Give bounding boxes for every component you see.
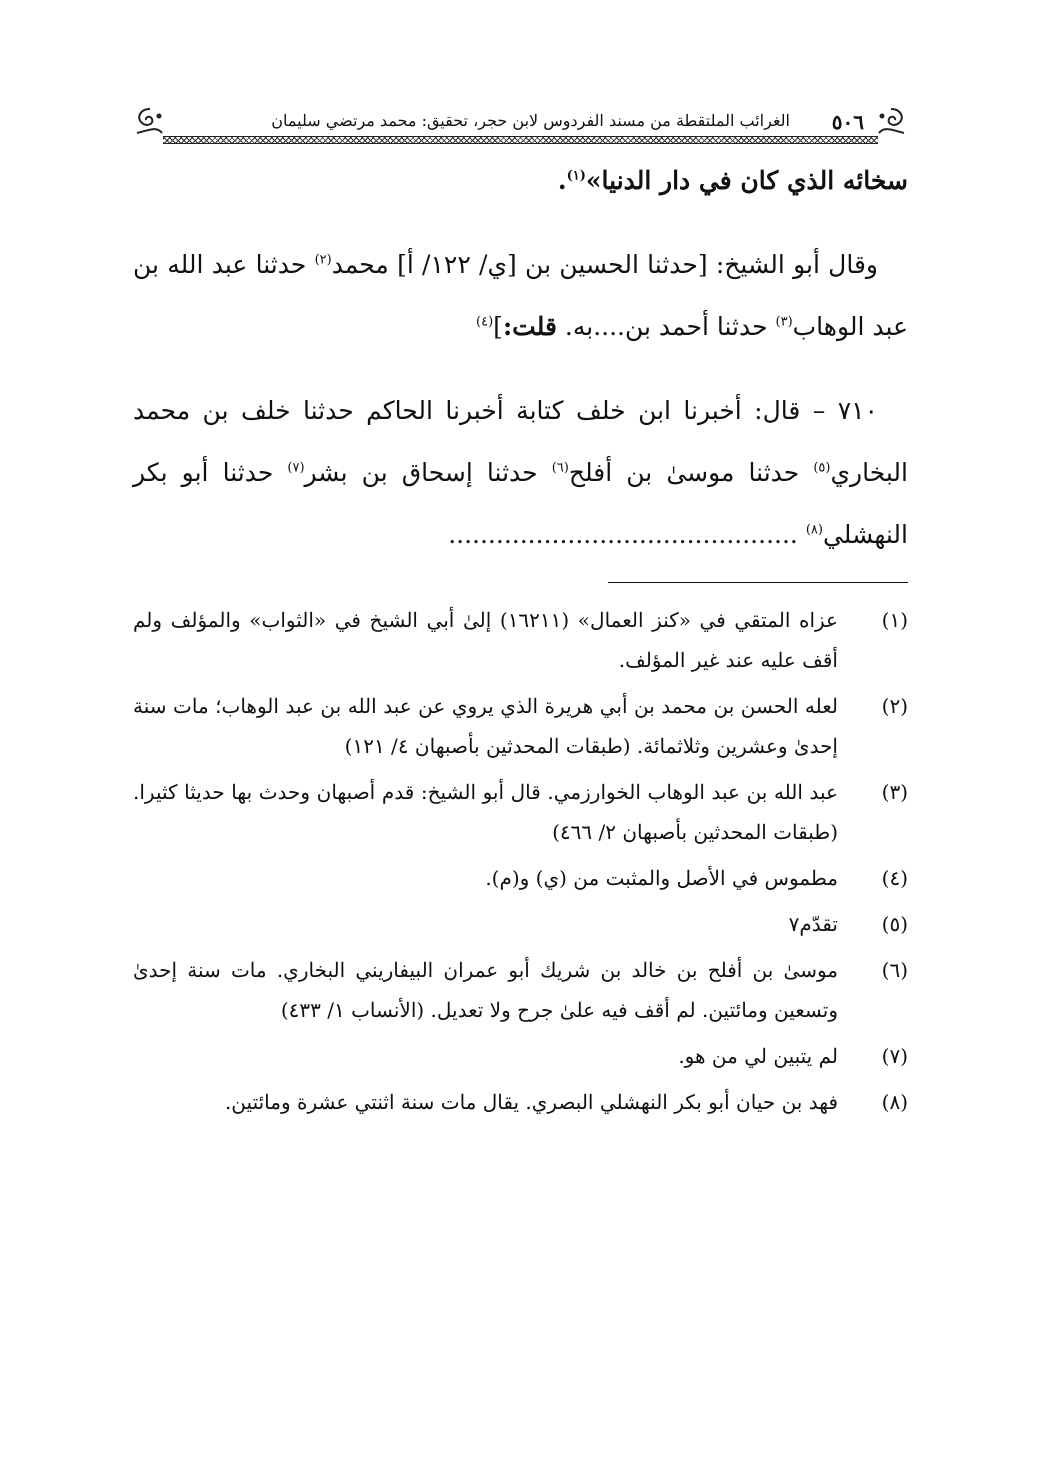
footnote-ref: (٧): [287, 460, 305, 476]
footnote-item: (٤) مطموس في الأصل والمثبت من (ي) و(م).: [485, 866, 908, 890]
header-rule: [163, 136, 878, 144]
footnote-item: (٦) موسىٰ بن أفلح بن خالد بن شريك أبو عمران البيفاريني البخاري. مات سنة إحدىٰ وتسعين ومائتين. لم أقف فيه علىٰ جرح ولا تعديل. (الأنساب ١/ ٤٣٣): [133, 958, 908, 1022]
ornament-icon: [874, 106, 908, 136]
footnote-ref: (٣): [775, 314, 793, 330]
footnote-ref: (٥): [813, 460, 831, 476]
footnote-separator: [608, 582, 908, 583]
paragraph-continuation: سخائه الذي كان في دار الدنيا»$^{(١)}$.: [557, 166, 908, 195]
footnote-item: (٢) لعله الحسن بن محمد بن أبي هريرة الذي يروي عن عبد الله بن عبد الوهاب؛ مات سنة إحدىٰ وعشرين وثلاثمائة. (طبقات المحدثين بأصبهان ٤/ ١٢١): [133, 694, 908, 758]
paragraph-hadith-710: ٧١٠ – قال: أخبرنا ابن خلف كتابة أخبرنا الحاكم حدثنا خلف بن محمد البخاري$^{(٥)}$ حدثنا موسىٰ بن أفلح$^{(٦)}$ حدثنا إسحاق بن بشر$^{(٧)}$ حدثنا أبو بكر النهشلي$^{(٨)}$ ............................................: [133, 396, 908, 549]
footnote-ref: (٢): [314, 252, 332, 268]
footnote-item: (٨) فهد بن حيان أبو بكر النهشلي البصري. يقال مات سنة اثنتي عشرة ومائتين.: [224, 1090, 908, 1114]
footnote-ref: (١): [566, 168, 586, 184]
footnote-item: (٧) لم يتبين لي من هو.: [678, 1044, 908, 1068]
footnote-item: (٥) تقدّم٧: [788, 912, 908, 936]
ornament-icon: [133, 106, 167, 136]
footnotes-list: [133, 600, 908, 1128]
paragraph-abu-al-shaykh: وقال أبو الشيخ: [حدثنا الحسين بن [ي/ ١٢٢/ أ] محمد$^{(٢)}$ حدثنا عبد الله بن عبد الوهاب$^{(٣)}$ حدثنا أحمد بن....به. قلت:]$^{(٤)}$: [133, 250, 908, 341]
footnote-item: (١) عزاه المتقي في «كنز العمال» (١٦٢١١) إلىٰ أبي الشيخ في «الثواب» والمؤلف ولم أقف عليه عند غير المؤلف.: [133, 608, 908, 672]
footnote-ref: (٨): [805, 522, 823, 538]
footnote-item: (٣) عبد الله بن عبد الوهاب الخوارزمي. قال أبو الشيخ: قدم أصبهان وحدث بها حديثا كثيرا. (طبقات المحدثين بأصبهان ٢/ ٤٦٦): [133, 780, 908, 844]
running-header: [133, 104, 908, 144]
running-title: الغرائب الملتقطة من مسند الفردوس لابن حجر، تحقيق: محمد مرتضي سليمان: [271, 111, 790, 130]
footnote-ref: (٤): [476, 314, 494, 330]
page-number: ٥٠٦: [831, 110, 864, 134]
footnote-ref: (٦): [551, 460, 569, 476]
